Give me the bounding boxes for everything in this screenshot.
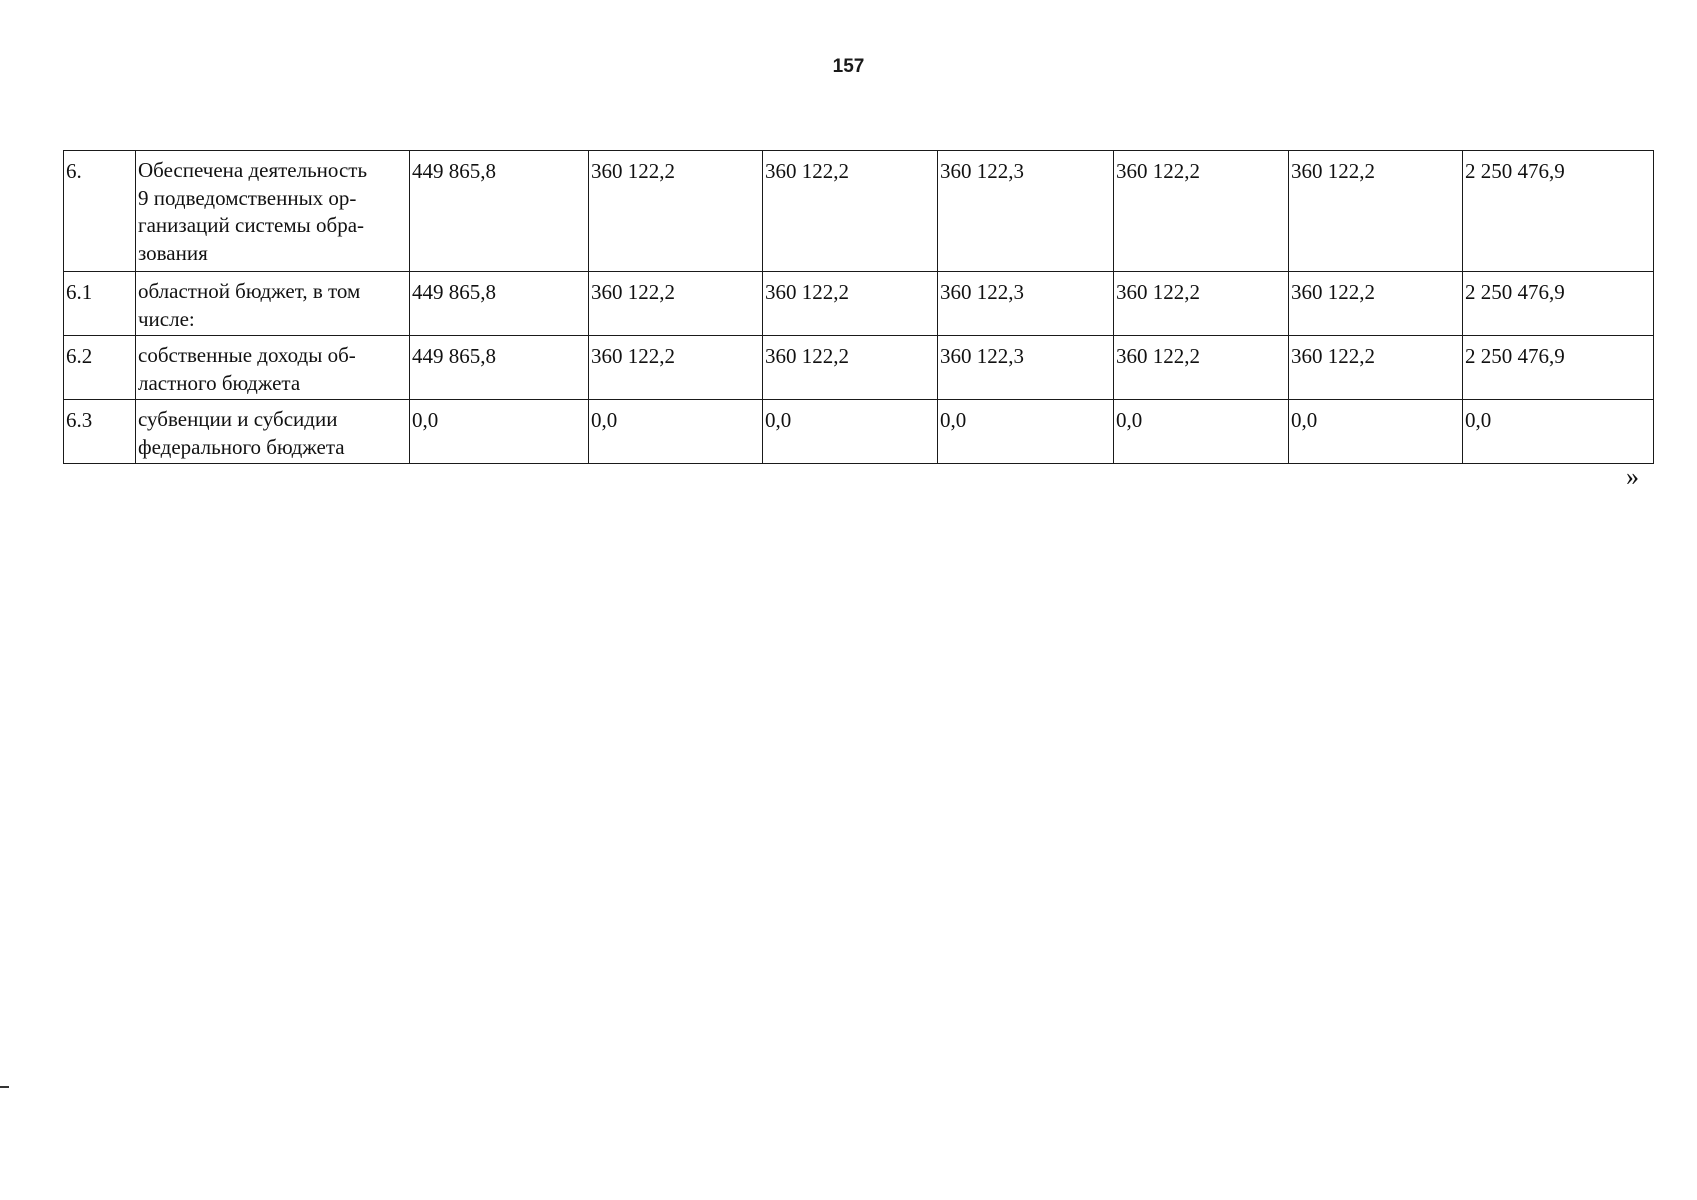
description-line: федерального бюджета xyxy=(138,434,345,459)
description-line: ганизаций системы обра- xyxy=(138,213,365,237)
value-cell: 360 122,2 xyxy=(589,272,763,336)
value-cell: 0,0 xyxy=(938,400,1114,464)
description-line: 9 подведомственных ор- xyxy=(138,185,357,210)
value-cell: 360 122,2 xyxy=(763,151,938,272)
table-row xyxy=(64,151,1654,272)
description-line: числе: xyxy=(138,306,195,331)
row-description-cell xyxy=(136,400,410,464)
value-cell: 449 865,8 xyxy=(410,272,589,336)
closing-quote: » xyxy=(1626,462,1639,491)
row-description-cell xyxy=(136,272,410,336)
value-cell: 360 122,2 xyxy=(1114,336,1289,400)
row-description-cell xyxy=(136,151,410,272)
value-cell: 360 122,2 xyxy=(589,151,763,272)
value-cell: 449 865,8 xyxy=(410,151,589,272)
description-line: субвенции и субсидии xyxy=(138,407,338,431)
value-cell: 360 122,3 xyxy=(938,336,1114,400)
value-cell: 360 122,2 xyxy=(1289,151,1463,272)
value-cell: 0,0 xyxy=(589,400,763,464)
page-number: 157 xyxy=(832,56,865,77)
description-line: зования xyxy=(138,240,208,265)
row-number-cell: 6. xyxy=(64,151,136,272)
value-cell: 360 122,2 xyxy=(763,336,938,400)
description-line: областной бюджет, в том xyxy=(138,279,361,303)
value-cell: 360 122,2 xyxy=(589,336,763,400)
description-line: ластного бюджета xyxy=(138,370,301,395)
row-number-cell: 6.2 xyxy=(64,336,136,400)
row-number-cell: 6.3 xyxy=(64,400,136,464)
value-cell: 0,0 xyxy=(1114,400,1289,464)
row-number-cell: 6.1 xyxy=(64,272,136,336)
description-line: собственные доходы об- xyxy=(138,343,356,367)
total-value-cell: 2 250 476,9 xyxy=(1463,336,1654,400)
table-row xyxy=(64,400,1654,464)
row-description-cell xyxy=(136,336,410,400)
table-body xyxy=(64,151,1654,464)
value-cell: 449 865,8 xyxy=(410,336,589,400)
table-row xyxy=(64,272,1654,336)
value-cell: 360 122,2 xyxy=(763,272,938,336)
budget-table xyxy=(63,150,1654,464)
value-cell: 360 122,3 xyxy=(938,151,1114,272)
value-cell: 360 122,2 xyxy=(1114,151,1289,272)
scan-edge-mark xyxy=(0,1086,9,1088)
value-cell: 360 122,2 xyxy=(1114,272,1289,336)
description-line: Обеспечена деятельность xyxy=(138,158,368,182)
value-cell: 360 122,3 xyxy=(938,272,1114,336)
value-cell: 0,0 xyxy=(1289,400,1463,464)
total-value-cell: 2 250 476,9 xyxy=(1463,272,1654,336)
table-row xyxy=(64,336,1654,400)
total-value-cell: 0,0 xyxy=(1463,400,1654,464)
value-cell: 360 122,2 xyxy=(1289,272,1463,336)
total-value-cell: 2 250 476,9 xyxy=(1463,151,1654,272)
value-cell: 0,0 xyxy=(763,400,938,464)
value-cell: 360 122,2 xyxy=(1289,336,1463,400)
value-cell: 0,0 xyxy=(410,400,589,464)
